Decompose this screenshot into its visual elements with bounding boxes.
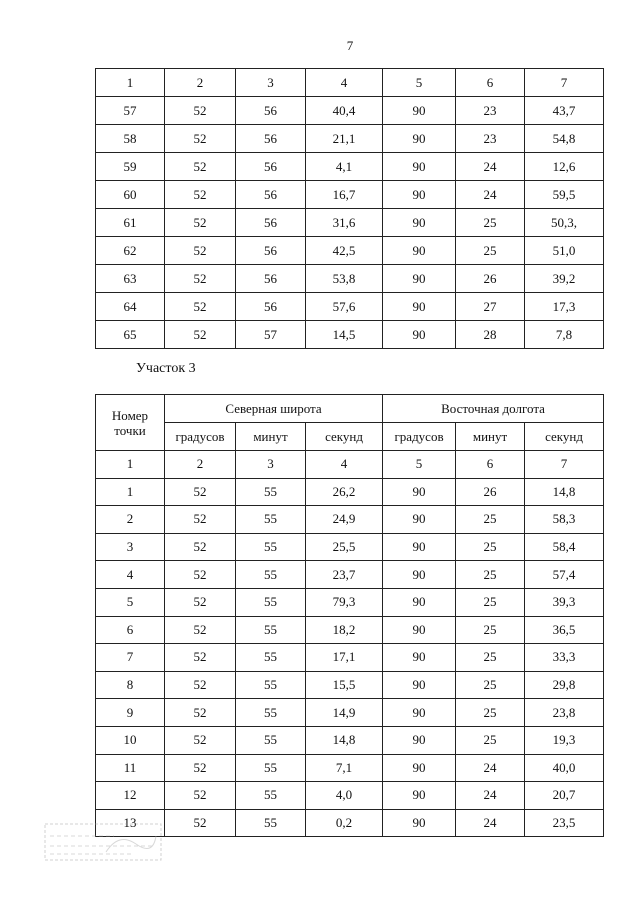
table-cell: 27	[456, 293, 525, 321]
table-cell: 23,5	[525, 809, 604, 837]
table-cell: 55	[236, 809, 306, 837]
table-cell: 29,8	[525, 671, 604, 699]
table-cell: 25,5	[306, 533, 383, 561]
point-number-header	[96, 395, 165, 451]
page-number: 7	[346, 38, 354, 53]
table-cell: 65	[96, 321, 165, 349]
table-cell: 1	[96, 478, 165, 506]
table-row	[96, 153, 604, 181]
table-cell: 52	[165, 561, 236, 589]
table-cell: 90	[383, 533, 456, 561]
table-cell: 90	[383, 265, 456, 293]
table-cell: 90	[383, 644, 456, 672]
table-cell: 56	[236, 97, 306, 125]
table-cell: 6	[456, 69, 525, 97]
table-cell: 9	[96, 699, 165, 727]
table-cell: 59	[96, 153, 165, 181]
table-cell: 5	[383, 69, 456, 97]
table-cell: 1	[96, 69, 165, 97]
table-cell: 2	[96, 506, 165, 534]
table-cell: 55	[236, 726, 306, 754]
table-cell: 18,2	[306, 616, 383, 644]
table-cell: 0,2	[306, 809, 383, 837]
table-cell: 51,0	[525, 237, 604, 265]
table-cell: 60	[96, 181, 165, 209]
table-cell: 56	[236, 209, 306, 237]
table-cell: 7,8	[525, 321, 604, 349]
table-cell: 23	[456, 125, 525, 153]
table-cell: 14,8	[306, 726, 383, 754]
table-cell: 90	[383, 671, 456, 699]
table-cell: 10	[96, 726, 165, 754]
point-header-line2: точки	[114, 422, 146, 438]
table-cell: 52	[165, 237, 236, 265]
table-cell: 52	[165, 588, 236, 616]
table-cell: 90	[383, 754, 456, 782]
table-row	[96, 616, 604, 644]
table-cell: 90	[383, 237, 456, 265]
table-cell: 23,8	[525, 699, 604, 727]
table-row	[96, 809, 604, 837]
table-cell: 24	[456, 153, 525, 181]
table-cell: 52	[165, 209, 236, 237]
table-row	[96, 478, 604, 506]
table-cell: 90	[383, 209, 456, 237]
table-cell: 57,6	[306, 293, 383, 321]
table-cell: 90	[383, 809, 456, 837]
table-row	[96, 782, 604, 810]
table-cell: 36,5	[525, 616, 604, 644]
table-subheader-row	[96, 423, 604, 451]
subheader-cell: минут	[236, 423, 306, 451]
table-cell: 19,3	[525, 726, 604, 754]
table-cell: 25	[456, 561, 525, 589]
table-cell: 28	[456, 321, 525, 349]
table-cell: 90	[383, 478, 456, 506]
coordinates-table-continued	[95, 68, 604, 349]
table-cell: 26,2	[306, 478, 383, 506]
table-cell: 58,3	[525, 506, 604, 534]
table-cell: 6	[456, 451, 525, 479]
table-cell: 7	[96, 644, 165, 672]
table-cell: 56	[236, 153, 306, 181]
table-cell: 13	[96, 809, 165, 837]
table-cell: 52	[165, 153, 236, 181]
table-cell: 50,3,	[525, 209, 604, 237]
table-cell: 52	[165, 321, 236, 349]
table-cell: 5	[96, 588, 165, 616]
table-cell: 62	[96, 237, 165, 265]
table-cell: 58,4	[525, 533, 604, 561]
table-cell: 25	[456, 533, 525, 561]
subheader-cell: секунд	[525, 423, 604, 451]
table-row	[96, 671, 604, 699]
table-row	[96, 588, 604, 616]
table-cell: 90	[383, 97, 456, 125]
table-row	[96, 237, 604, 265]
table-cell: 25	[456, 671, 525, 699]
table-row	[96, 265, 604, 293]
subheader-cell: минут	[456, 423, 525, 451]
table-cell: 55	[236, 533, 306, 561]
table-cell: 56	[236, 293, 306, 321]
table-cell: 55	[236, 588, 306, 616]
table-row	[96, 644, 604, 672]
table-cell: 24	[456, 809, 525, 837]
table-cell: 55	[236, 478, 306, 506]
table-cell: 25	[456, 616, 525, 644]
faded-stamp-icon	[44, 822, 162, 862]
table-cell: 52	[165, 265, 236, 293]
table-cell: 4,0	[306, 782, 383, 810]
table-cell: 7,1	[306, 754, 383, 782]
table-row	[96, 293, 604, 321]
table-cell: 23,7	[306, 561, 383, 589]
table-cell: 26	[456, 478, 525, 506]
table-cell: 24	[456, 782, 525, 810]
table-cell: 23	[456, 97, 525, 125]
table-cell: 52	[165, 726, 236, 754]
table-cell: 31,6	[306, 209, 383, 237]
table-row	[96, 726, 604, 754]
table-cell: 7	[525, 69, 604, 97]
table-cell: 39,3	[525, 588, 604, 616]
table-cell: 8	[96, 671, 165, 699]
table-cell: 15,5	[306, 671, 383, 699]
table-cell: 25	[456, 209, 525, 237]
table-cell: 55	[236, 754, 306, 782]
table-cell: 90	[383, 181, 456, 209]
table-cell: 59,5	[525, 181, 604, 209]
point-header-line1: Номер	[111, 407, 149, 423]
table-cell: 63	[96, 265, 165, 293]
table-cell: 26	[456, 265, 525, 293]
table-cell: 57,4	[525, 561, 604, 589]
table-cell: 90	[383, 561, 456, 589]
subheader-cell: градусов	[383, 423, 456, 451]
table-cell: 90	[383, 782, 456, 810]
table-cell: 55	[236, 671, 306, 699]
table-cell: 56	[236, 237, 306, 265]
table-cell: 52	[165, 644, 236, 672]
table-cell: 56	[236, 265, 306, 293]
table-cell: 39,2	[525, 265, 604, 293]
table-cell: 52	[165, 125, 236, 153]
table-cell: 12	[96, 782, 165, 810]
table-cell: 55	[236, 699, 306, 727]
table-cell: 3	[236, 451, 306, 479]
table-cell: 52	[165, 478, 236, 506]
table-cell: 52	[165, 782, 236, 810]
table-cell: 52	[165, 616, 236, 644]
table-cell: 90	[383, 506, 456, 534]
table-header-row	[96, 395, 604, 423]
table-cell: 1	[96, 451, 165, 479]
table-cell: 40,4	[306, 97, 383, 125]
table-row	[96, 181, 604, 209]
table-cell: 55	[236, 782, 306, 810]
table-cell: 52	[165, 809, 236, 837]
table-cell: 11	[96, 754, 165, 782]
table-cell: 24	[456, 181, 525, 209]
table-cell: 14,8	[525, 478, 604, 506]
section-title: Участок 3	[136, 361, 196, 376]
table-cell: 90	[383, 588, 456, 616]
table-cell: 16,7	[306, 181, 383, 209]
table-cell: 57	[236, 321, 306, 349]
table-row	[96, 754, 604, 782]
table-cell: 6	[96, 616, 165, 644]
table-cell: 14,5	[306, 321, 383, 349]
table-cell: 58	[96, 125, 165, 153]
subheader-cell: градусов	[165, 423, 236, 451]
table-cell: 24	[456, 754, 525, 782]
table-cell: 5	[383, 451, 456, 479]
table-cell: 90	[383, 321, 456, 349]
table-cell: 90	[383, 699, 456, 727]
table-cell: 57	[96, 97, 165, 125]
table-cell: 25	[456, 237, 525, 265]
coordinates-table-section-3	[95, 394, 604, 837]
table-row	[96, 321, 604, 349]
table-row	[96, 561, 604, 589]
table-cell: 3	[96, 533, 165, 561]
table-cell: 52	[165, 699, 236, 727]
table-cell: 7	[525, 451, 604, 479]
table-cell: 52	[165, 754, 236, 782]
table-row	[96, 97, 604, 125]
table-cell: 56	[236, 125, 306, 153]
table-cell: 17,1	[306, 644, 383, 672]
table-cell: 90	[383, 153, 456, 181]
table-cell: 90	[383, 293, 456, 321]
table-cell: 4	[306, 451, 383, 479]
table-row	[96, 699, 604, 727]
table-cell: 43,7	[525, 97, 604, 125]
table-cell: 52	[165, 293, 236, 321]
table-row	[96, 125, 604, 153]
table-cell: 61	[96, 209, 165, 237]
table-cell: 55	[236, 561, 306, 589]
table-row	[96, 533, 604, 561]
table-cell: 64	[96, 293, 165, 321]
table-cell: 52	[165, 181, 236, 209]
table-cell: 52	[165, 97, 236, 125]
table-cell: 12,6	[525, 153, 604, 181]
table-cell: 4	[306, 69, 383, 97]
table-cell: 55	[236, 644, 306, 672]
table-cell: 21,1	[306, 125, 383, 153]
subheader-cell: секунд	[306, 423, 383, 451]
table-cell: 33,3	[525, 644, 604, 672]
table-cell: 14,9	[306, 699, 383, 727]
table-cell: 52	[165, 533, 236, 561]
table-cell: 42,5	[306, 237, 383, 265]
table-cell: 90	[383, 125, 456, 153]
east-longitude-header: Восточная долгота	[383, 395, 604, 423]
table-cell: 55	[236, 506, 306, 534]
north-latitude-header: Северная широта	[165, 395, 383, 423]
table-cell: 79,3	[306, 588, 383, 616]
table-cell: 3	[236, 69, 306, 97]
table-cell: 24,9	[306, 506, 383, 534]
table-cell: 2	[165, 69, 236, 97]
table-cell: 2	[165, 451, 236, 479]
table-row	[96, 506, 604, 534]
table-cell: 52	[165, 671, 236, 699]
column-number-row	[96, 451, 604, 479]
column-number-row	[96, 69, 604, 97]
table-cell: 90	[383, 616, 456, 644]
table-cell: 17,3	[525, 293, 604, 321]
table-cell: 40,0	[525, 754, 604, 782]
table-cell: 53,8	[306, 265, 383, 293]
table-cell: 25	[456, 699, 525, 727]
table-cell: 56	[236, 181, 306, 209]
table-cell: 55	[236, 616, 306, 644]
table-cell: 52	[165, 506, 236, 534]
table-cell: 90	[383, 726, 456, 754]
table-row	[96, 209, 604, 237]
table-cell: 20,7	[525, 782, 604, 810]
table-cell: 4,1	[306, 153, 383, 181]
table-cell: 25	[456, 588, 525, 616]
table-cell: 25	[456, 506, 525, 534]
table-cell: 25	[456, 726, 525, 754]
table-cell: 54,8	[525, 125, 604, 153]
table-cell: 25	[456, 644, 525, 672]
table-cell: 4	[96, 561, 165, 589]
